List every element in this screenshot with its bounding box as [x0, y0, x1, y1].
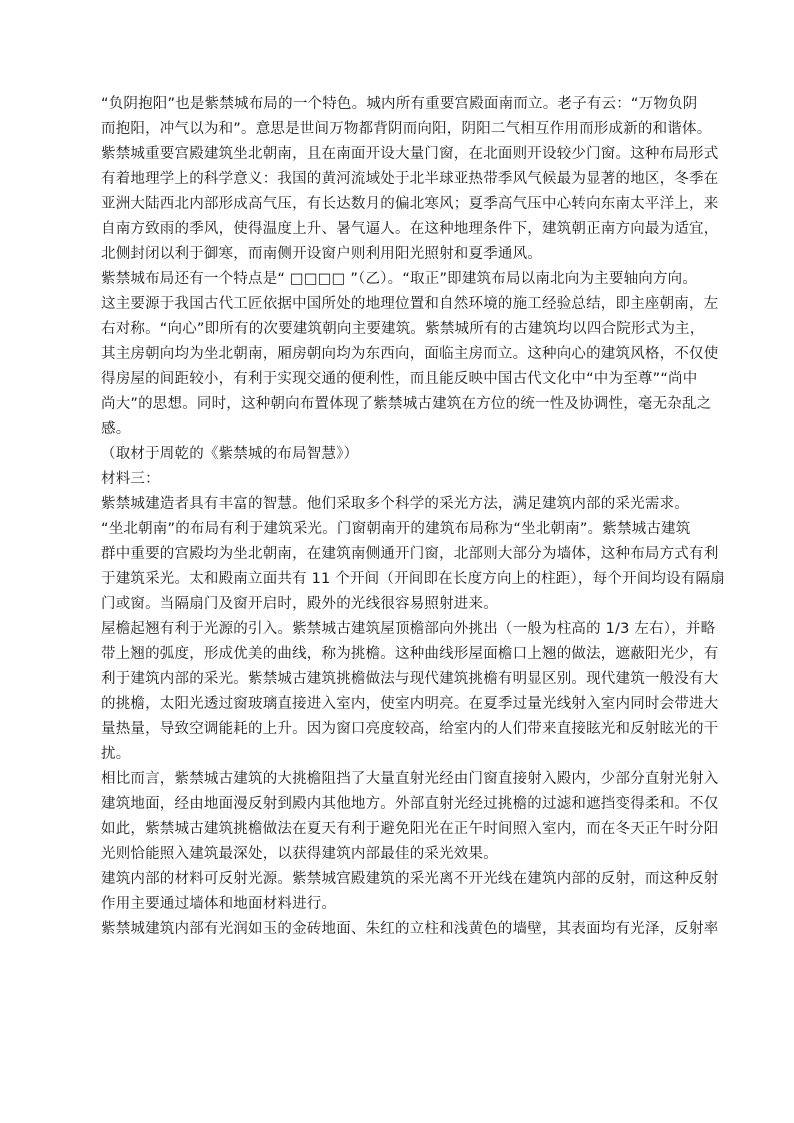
text-line: 其主房朝向均为坐北朝南，厢房朝向均为东西向，面临主房而立。这种向心的建筑风格，不仅使 — [101, 346, 719, 362]
text-line: 如此，紫禁城古建筑挑檐做法在夏天有利于避免阳光在正午时间照入室内，而在冬天正午时分阳 — [101, 821, 719, 837]
text-line: 屋檐起翘有利于光源的引入。紫禁城古建筑屋顶檐部向外挑出（一般为柱高的 1/3 左右），并略 — [101, 621, 716, 637]
text-line: 建筑内部的材料可反射光源。紫禁城宫殿建筑的采光离不开光线在建筑内部的反射，而这种反射 — [101, 871, 719, 887]
text-line: 有着地理学上的科学意义：我国的黄河流域处于北半球亚热带季风气候最为显著的地区，冬季在 — [101, 171, 719, 187]
text-line: “坐北朝南”的布局有利于建筑采光。门窗朝南开的建筑布局称为“坐北朝南”。紫禁城古建筑 — [101, 521, 691, 537]
text-line: 右对称。“向心”即所有的次要建筑朝向主要建筑。紫禁城所有的古建筑均以四合院形式为主， — [101, 321, 705, 337]
text-line: 紫禁城重要宫殿建筑坐北朝南，且在南面开设大量门窗，在北面则开设较少门窗。这种布局形式 — [101, 146, 719, 162]
text-line: 带上翘的弧度，形成优美的曲线，称为挑檐。这种曲线形屋面檐口上翘的做法，遮蔽阳光少，有 — [101, 646, 719, 662]
text-line: 这主要源于我国古代工匠依据中国所处的地理位置和自然环境的施工经验总结，即主座朝南，左 — [101, 296, 719, 312]
text-line: 于建筑采光。太和殿南立面共有 11 个开间（开间即在长度方向上的柱距），每个开间均设有隔扇 — [101, 571, 725, 587]
section-heading: 材料三： — [101, 471, 160, 487]
text-line: 北侧封闭以利于御寒，而南侧开设窗户则利用阳光照射和夏季通风。 — [101, 246, 542, 262]
text-line: 量热量，导致空调能耗的上升。因为窗口亮度较高，给室内的人们带来直接眩光和反射眩光的干 — [101, 721, 719, 737]
text-line: 作用主要通过墙体和地面材料进行。 — [101, 896, 337, 912]
text-line: 尚大”的思想。同时，这种朝向布置体现了紫禁城古建筑在方位的统一性及协调性，毫无杂乱之 — [101, 396, 712, 412]
text-line: 建筑地面，经由地面漫反射到殿内其他地方。外部直射光经过挑檐的过滤和遮挡变得柔和。不仅 — [101, 796, 719, 812]
text-line: 扰。 — [101, 746, 131, 762]
text-line: 相比而言，紫禁城古建筑的大挑檐阻挡了大量直射光经由门窗直接射入殿内，少部分直射光射入 — [101, 771, 719, 787]
text-line: 群中重要的宫殿均为坐北朝南，在建筑南侧通开门窗，北部则大部分为墙体，这种布局方式有利 — [101, 546, 719, 562]
text-line: 的挑檐，太阳光透过窗玻璃直接进入室内，使室内明亮。在夏季过量光线射入室内同时会带进大 — [101, 696, 719, 712]
text-line: 得房屋的间距较小，有利于实现交通的便利性，而且能反映中国古代文化中“中为至尊”“尚中 — [101, 371, 698, 387]
text-line: 感。 — [101, 421, 131, 437]
text-line: 光则恰能照入建筑最深处，以获得建筑内部最佳的采光效果。 — [101, 846, 498, 862]
text-line: 亚洲大陆西北内部形成高气压，有长达数月的偏北寒风；夏季高气压中心转向东南太平洋上，来 — [101, 196, 719, 212]
document-body — [101, 92, 725, 942]
text-line: 而抱阳，冲气以为和”。意思是世间万物都背阴而向阳，阴阳二气相互作用而形成新的和谐体。 — [101, 121, 712, 137]
text-line: “负阴抱阳”也是紫禁城布局的一个特色。城内所有重要宫殿面南而立。老子有云：“万物负阴 — [101, 96, 698, 112]
text-line: 门或窗。当隔扇门及窗开启时，殿外的光线很容易照射进来。 — [101, 596, 498, 612]
text-line: 自南方致雨的季风，使得温度上升、暑气逼人。在这种地理条件下，建筑朝正南方向最为适宜， — [101, 221, 719, 237]
text-line: 紫禁城布局还有一个特点是“ □□□□ ”（乙）。“取正”即建筑布局以南北向为主要轴向方向。 — [101, 271, 698, 287]
text-line: 利于建筑内部的采光。紫禁城古建筑挑檐做法与现代建筑挑檐有明显区别。现代建筑一般没有大 — [101, 671, 719, 687]
source-citation: （取材于周乾的《紫禁城的布局智慧》） — [101, 446, 359, 462]
text-line: 紫禁城建筑内部有光润如玉的金砖地面、朱红的立柱和浅黄色的墙壁，其表面均有光泽，反射率 — [101, 921, 719, 937]
text-line: 紫禁城建造者具有丰富的智慧。他们采取多个科学的采光方法，满足建筑内部的采光需求。 — [101, 496, 689, 512]
